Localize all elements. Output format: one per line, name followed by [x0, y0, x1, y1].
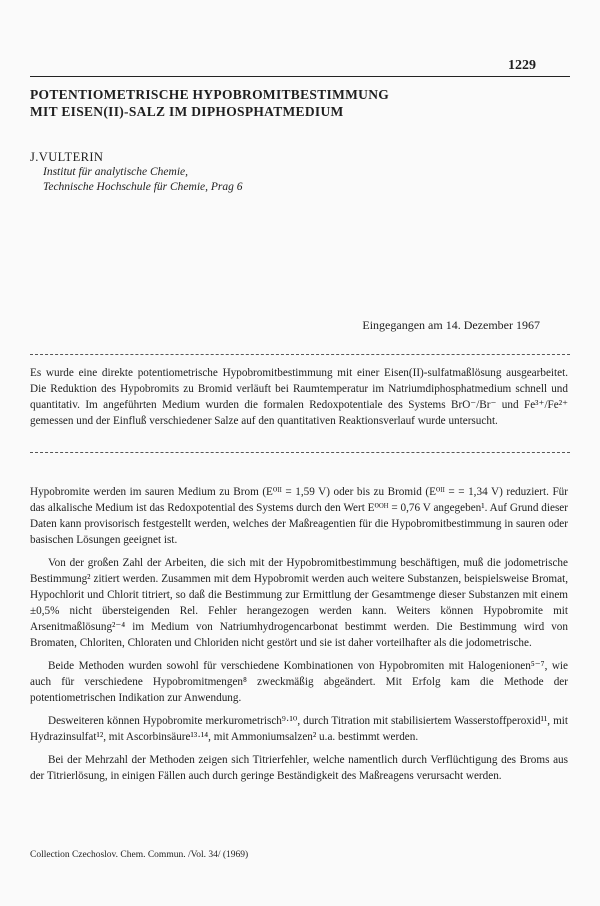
- body-paragraph: Hypobromite werden im sauren Medium zu Brom (E⁰ᴵᴵ = 1,59 V) oder bis zu Bromid (E⁰ᴵᴵ = = 1,34 V) reduziert. Für das alkalische Medium ist das Redoxpotential des Systems durch den Wert E⁰ᴼᴴ = 0,76 V angegeben¹. Auf Grund dieser Daten kann provisorisch festgestellt werden, welches der Maßreagentien für die Hypobromitbestimmung in sauren oder basischen Lösungen geeignet ist.: [30, 486, 568, 546]
- page-number: 1229: [508, 58, 536, 73]
- affiliation-line: Technische Hochschule für Chemie, Prag 6: [43, 181, 243, 193]
- header-rule: [30, 76, 570, 77]
- body-paragraph: Desweiteren können Hypobromite merkurometrisch⁹·¹⁰, durch Titration mit stabilisiertem Wasserstoffperoxid¹¹, mit Hydrazinsulfat¹², mit Ascorbinsäure¹³·¹⁴, mit Ammoniumsalzen² u.a. bestimmt werden.: [30, 715, 568, 743]
- journal-footer: Collection Czechoslov. Chem. Commun. /Vol. 34/ (1969): [30, 850, 249, 860]
- title-line: MIT EISEN(II)-SALZ IM DIPHOSPHATMEDIUM: [30, 104, 344, 119]
- abstract-top-rule: [30, 354, 570, 355]
- author-name: J.VULTERIN: [30, 150, 104, 164]
- body-paragraph: Von der großen Zahl der Arbeiten, die sich mit der Hypobromitbestimmung beschäftigen, muß die jodometrische Bestimmung² zitiert werden. Zusammen mit dem Hypobromit werden auch weitere Substanzen, beispielsweise Bromat, Hypochlorit und Chlorit titriert, so daß die Bestimmung zur Ermittlung der Gesamtmenge dieser Substanzen mit einem ±0,5% nicht übersteigenden Rel. Fehler herangezogen werden kann. Weiters können Hypobromite mit Arsenitmaßlösung²⁻⁴ im Medium von Natriumhydrogencarbonat bestimmt werden. Die Bestimmung wird von Bromaten, Chloriten, Chloraten und Chloriden nicht gestört und sie ist daher vorteilhafter als die jodometrische.: [30, 557, 568, 649]
- affiliation: [43, 165, 243, 195]
- body-text: [30, 484, 568, 791]
- article-title: [30, 86, 550, 120]
- abstract-bottom-rule: [30, 452, 570, 453]
- received-date: Eingegangen am 14. Dezember 1967: [362, 318, 540, 332]
- affiliation-line: Institut für analytische Chemie,: [43, 166, 189, 178]
- abstract: Es wurde eine direkte potentiometrische Hypobromitbestimmung mit einer Eisen(II)-sulfatmaßlösung ausgearbeitet. Die Reduktion des Hypobromits zu Bromid verläuft bei Raumtemperatur im Natriumdiphosphatmedium schnell und quantitativ. Im angeführten Medium wurden die formalen Redoxpotentiale des Systems BrO⁻/Br⁻ und Fe³⁺/Fe²⁺ gemessen und der Einfluß verschiedener Salze auf den quantitativen Reaktionsverlauf wurde untersucht.: [30, 367, 568, 427]
- title-line: POTENTIOMETRISCHE HYPOBROMITBESTIMMUNG: [30, 87, 390, 102]
- body-paragraph: Bei der Mehrzahl der Methoden zeigen sich Titrierfehler, welche namentlich durch Verflüchtigung des Broms aus der Titrierlösung, in einigen Fällen auch durch geringe Beständigkeit des Maßreagens verursacht werden.: [30, 754, 568, 782]
- body-paragraph: Beide Methoden wurden sowohl für verschiedene Kombinationen von Hypobromiten mit Halogenionen⁵⁻⁷, wie auch für verschiedene Hypobromitmengen⁸ zweckmäßig abgeändert. Mit Erfolg kam die Methode der potentiometrischen Indikation zur Anwendung.: [30, 660, 568, 704]
